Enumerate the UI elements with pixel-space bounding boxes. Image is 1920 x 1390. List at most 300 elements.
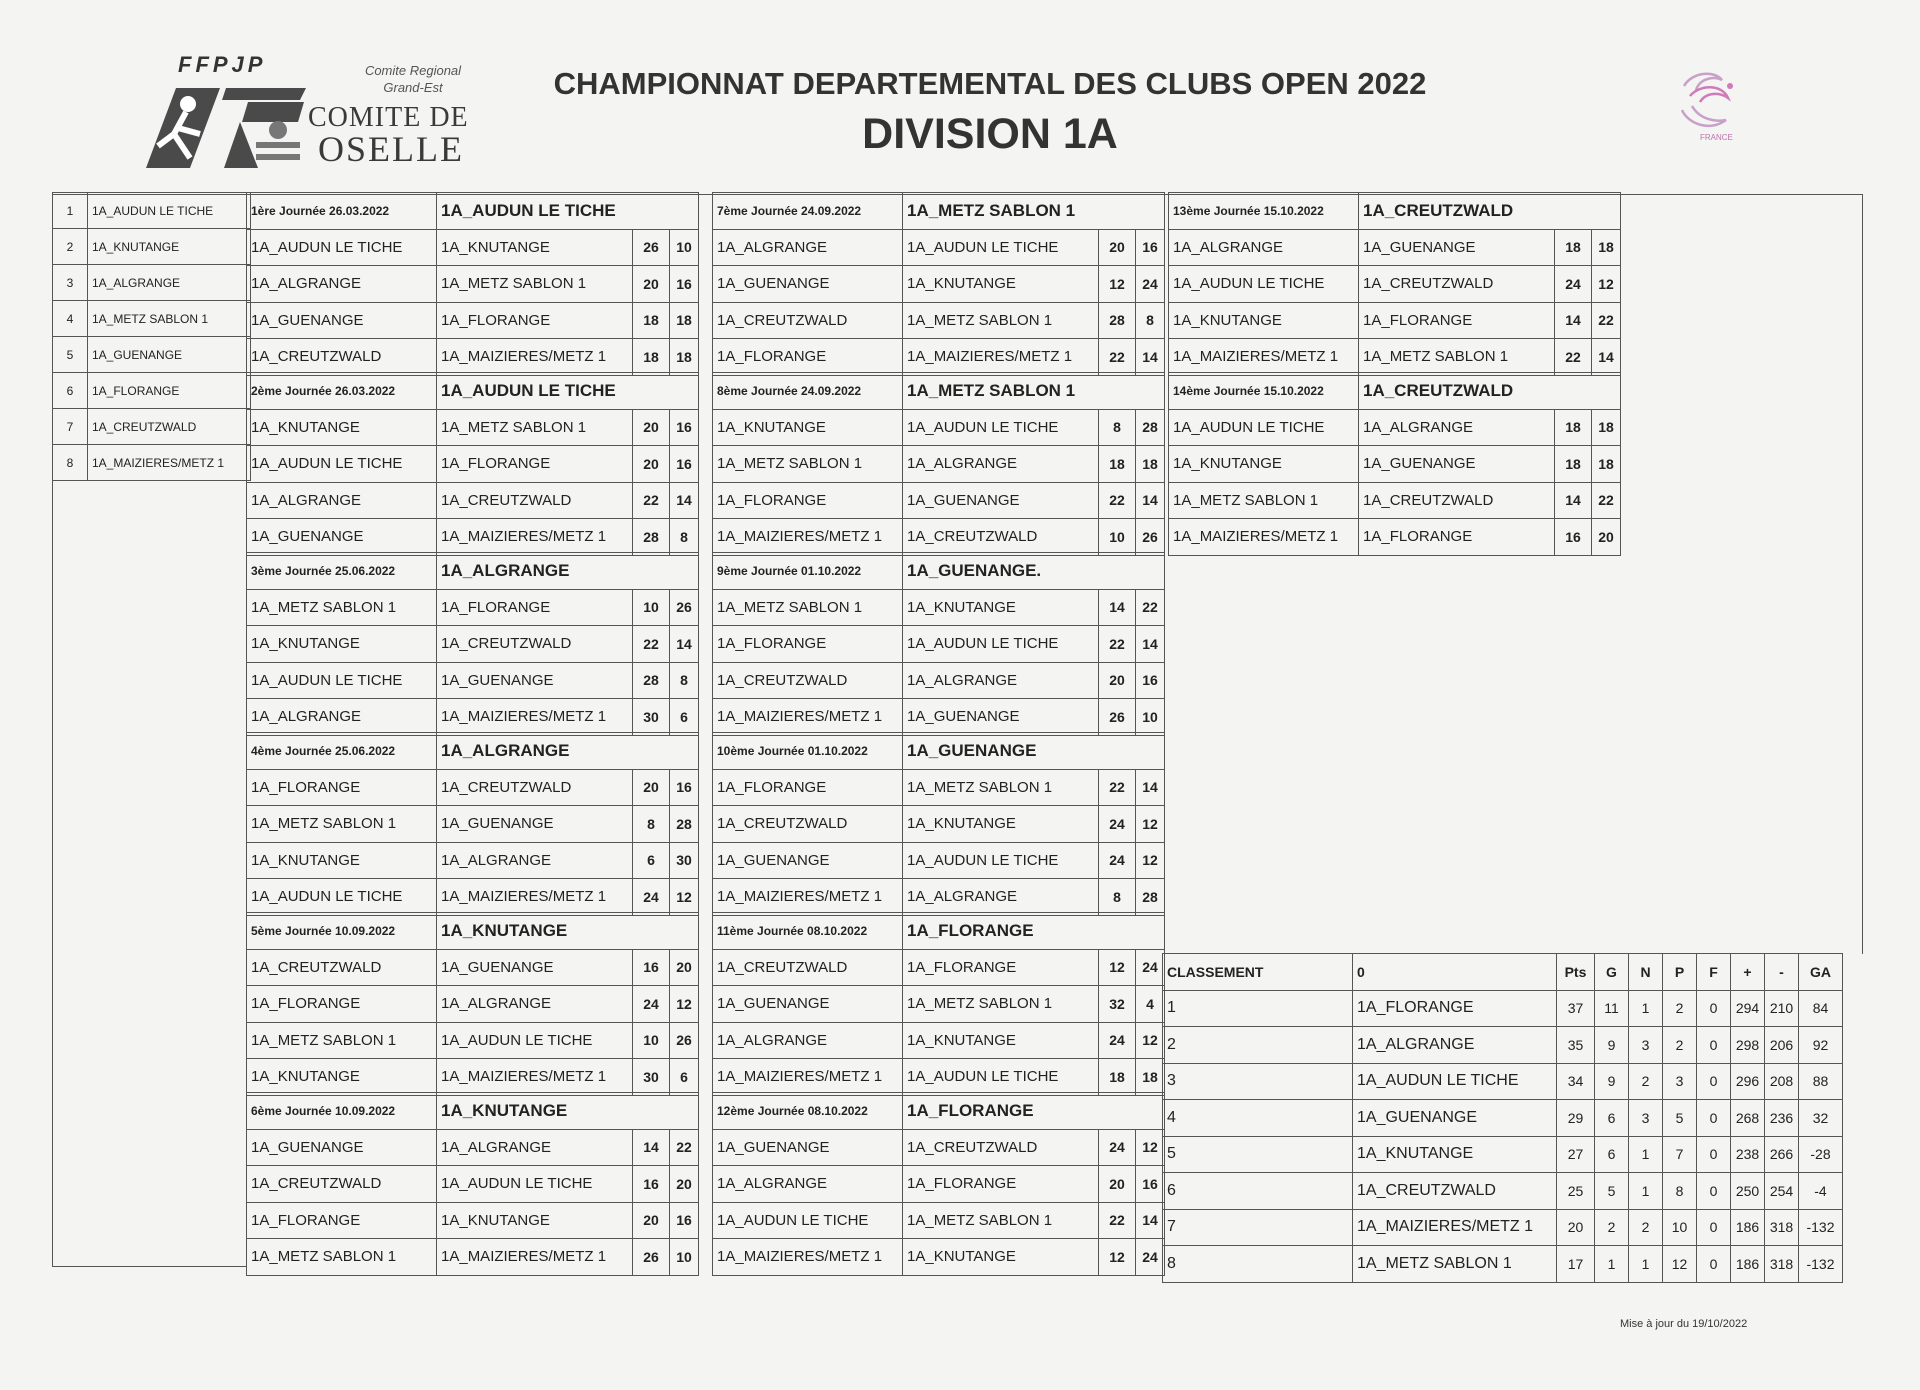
team-name: 1A_MAIZIERES/METZ 1 bbox=[88, 445, 251, 481]
standings-col-header: G bbox=[1595, 954, 1629, 991]
home-score: 26 bbox=[1099, 699, 1136, 736]
round-header-blank bbox=[1099, 913, 1165, 950]
away-team: 1A_AUDUN LE TICHE bbox=[903, 1059, 1099, 1096]
team-number: 1 bbox=[53, 193, 88, 229]
standings-value: 3 bbox=[1663, 1063, 1697, 1100]
standings-value: 1 bbox=[1629, 990, 1663, 1027]
home-score: 20 bbox=[1099, 662, 1136, 699]
away-team: 1A_AUDUN LE TICHE bbox=[437, 1022, 633, 1059]
team-name: 1A_METZ SABLON 1 bbox=[88, 301, 251, 337]
match-row bbox=[1169, 519, 1621, 556]
standings-value: 84 bbox=[1799, 990, 1843, 1027]
standings-value: 88 bbox=[1799, 1063, 1843, 1100]
round-table-4 bbox=[246, 732, 699, 916]
home-score: 22 bbox=[1099, 769, 1136, 806]
away-score: 22 bbox=[1592, 302, 1621, 339]
away-score: 14 bbox=[1136, 482, 1165, 519]
home-team: 1A_GUENANGE bbox=[247, 519, 437, 556]
standings-value: 0 bbox=[1697, 1100, 1731, 1137]
standings-value: 0 bbox=[1697, 1063, 1731, 1100]
away-team: 1A_AUDUN LE TICHE bbox=[903, 229, 1099, 266]
standings-value: -132 bbox=[1799, 1246, 1843, 1283]
standings-value: 1 bbox=[1629, 1246, 1663, 1283]
home-team: 1A_MAIZIERES/METZ 1 bbox=[713, 1059, 903, 1096]
away-team: 1A_CREUTZWALD bbox=[1359, 266, 1555, 303]
round-header bbox=[713, 373, 1165, 410]
home-team: 1A_CREUTZWALD bbox=[713, 806, 903, 843]
away-team: 1A_CREUTZWALD bbox=[903, 519, 1099, 556]
home-score: 10 bbox=[1099, 519, 1136, 556]
standings-label: CLASSEMENT bbox=[1163, 954, 1353, 991]
round-label: 8ème Journée 24.09.2022 bbox=[713, 373, 903, 410]
away-score: 22 bbox=[1136, 589, 1165, 626]
away-team: 1A_GUENANGE bbox=[437, 806, 633, 843]
round-host: 1A_FLORANGE bbox=[903, 913, 1099, 950]
home-score: 24 bbox=[1099, 1022, 1136, 1059]
page-title: CHAMPIONNAT DEPARTEMENTAL DES CLUBS OPEN 2022 bbox=[553, 66, 1427, 101]
comite-regional-label bbox=[338, 62, 488, 96]
home-score: 16 bbox=[1555, 519, 1592, 556]
standings-value: 294 bbox=[1731, 990, 1765, 1027]
standings-team: 1A_CREUTZWALD bbox=[1353, 1173, 1557, 1210]
home-score: 24 bbox=[1099, 806, 1136, 843]
home-team: 1A_KNUTANGE bbox=[713, 409, 903, 446]
standings-value: 2 bbox=[1595, 1209, 1629, 1246]
round-header bbox=[1169, 193, 1621, 230]
team-name: 1A_GUENANGE bbox=[88, 337, 251, 373]
standings-value: 29 bbox=[1557, 1100, 1595, 1137]
teams-list bbox=[52, 192, 251, 481]
home-team: 1A_MAIZIERES/METZ 1 bbox=[713, 519, 903, 556]
home-score: 24 bbox=[1099, 842, 1136, 879]
away-team: 1A_GUENANGE bbox=[437, 662, 633, 699]
home-team: 1A_METZ SABLON 1 bbox=[247, 589, 437, 626]
home-score: 16 bbox=[633, 1166, 670, 1203]
standings-value: 9 bbox=[1595, 1027, 1629, 1064]
standings-value: 10 bbox=[1663, 1209, 1697, 1246]
match-row bbox=[713, 986, 1165, 1023]
standings-value: 254 bbox=[1765, 1173, 1799, 1210]
frame-right-line bbox=[1862, 194, 1863, 954]
standings-value: 12 bbox=[1663, 1246, 1697, 1283]
match-row bbox=[247, 626, 699, 663]
standings-value: 0 bbox=[1697, 1209, 1731, 1246]
team-name: 1A_CREUTZWALD bbox=[88, 409, 251, 445]
away-score: 22 bbox=[1592, 482, 1621, 519]
away-team: 1A_KNUTANGE bbox=[437, 1202, 633, 1239]
standings-value: 27 bbox=[1557, 1136, 1595, 1173]
away-score: 10 bbox=[670, 1239, 699, 1276]
standings-col-header: + bbox=[1731, 954, 1765, 991]
standings-value: 6 bbox=[1595, 1100, 1629, 1137]
team-row bbox=[53, 193, 251, 229]
away-score: 14 bbox=[1136, 339, 1165, 376]
round-header-blank bbox=[1099, 553, 1165, 590]
match-row bbox=[713, 229, 1165, 266]
away-team: 1A_ALGRANGE bbox=[903, 662, 1099, 699]
home-score: 22 bbox=[1099, 1202, 1136, 1239]
away-team: 1A_ALGRANGE bbox=[903, 879, 1099, 916]
home-team: 1A_GUENANGE bbox=[713, 1129, 903, 1166]
away-score: 18 bbox=[1592, 446, 1621, 483]
standings-value: 2 bbox=[1629, 1209, 1663, 1246]
standings-value: 32 bbox=[1799, 1100, 1843, 1137]
away-score: 16 bbox=[670, 1202, 699, 1239]
standings-value: 92 bbox=[1799, 1027, 1843, 1064]
standings-row bbox=[1163, 990, 1843, 1027]
comite-de-label: COMITE DE bbox=[308, 102, 469, 133]
moselle-label: OSELLE bbox=[318, 129, 464, 169]
standings-header bbox=[1163, 954, 1843, 991]
match-row bbox=[247, 519, 699, 556]
away-score: 18 bbox=[670, 302, 699, 339]
standings-row bbox=[1163, 1173, 1843, 1210]
round-host: 1A_CREUTZWALD bbox=[1359, 373, 1555, 410]
away-team: 1A_FLORANGE bbox=[437, 302, 633, 339]
standings-value: 296 bbox=[1731, 1063, 1765, 1100]
away-score: 22 bbox=[670, 1129, 699, 1166]
away-team: 1A_MAIZIERES/METZ 1 bbox=[437, 1239, 633, 1276]
round-header-blank bbox=[1555, 193, 1621, 230]
round-header bbox=[713, 733, 1165, 770]
home-team: 1A_ALGRANGE bbox=[247, 266, 437, 303]
away-score: 18 bbox=[1136, 446, 1165, 483]
match-row bbox=[713, 1059, 1165, 1096]
home-team: 1A_METZ SABLON 1 bbox=[247, 1239, 437, 1276]
match-row bbox=[713, 1202, 1165, 1239]
standings-value: 25 bbox=[1557, 1173, 1595, 1210]
update-date: Mise à jour du 19/10/2022 bbox=[1620, 1318, 1748, 1330]
home-score: 22 bbox=[633, 482, 670, 519]
division-title: DIVISION 1A bbox=[862, 110, 1118, 158]
home-team: 1A_KNUTANGE bbox=[1169, 446, 1359, 483]
standings-value: 268 bbox=[1731, 1100, 1765, 1137]
match-row bbox=[247, 339, 699, 376]
away-score: 14 bbox=[1136, 769, 1165, 806]
home-score: 26 bbox=[633, 1239, 670, 1276]
round-header bbox=[247, 193, 699, 230]
round-host: 1A_METZ SABLON 1 bbox=[903, 373, 1099, 410]
standings-value: 2 bbox=[1663, 1027, 1697, 1064]
away-team: 1A_GUENANGE bbox=[903, 482, 1099, 519]
standings-value: 11 bbox=[1595, 990, 1629, 1027]
away-team: 1A_METZ SABLON 1 bbox=[903, 1202, 1099, 1239]
team-name: 1A_AUDUN LE TICHE bbox=[88, 193, 251, 229]
away-team: 1A_KNUTANGE bbox=[437, 229, 633, 266]
home-score: 8 bbox=[1099, 879, 1136, 916]
match-row bbox=[247, 949, 699, 986]
match-row bbox=[1169, 409, 1621, 446]
away-score: 8 bbox=[670, 519, 699, 556]
match-row bbox=[1169, 446, 1621, 483]
team-number: 5 bbox=[53, 337, 88, 373]
round-header bbox=[713, 193, 1165, 230]
home-team: 1A_KNUTANGE bbox=[247, 842, 437, 879]
standings-row bbox=[1163, 1027, 1843, 1064]
home-score: 18 bbox=[1099, 446, 1136, 483]
standings-col-header: P bbox=[1663, 954, 1697, 991]
standings-value: 0 bbox=[1697, 990, 1731, 1027]
match-row bbox=[713, 482, 1165, 519]
away-score: 6 bbox=[670, 1059, 699, 1096]
standings-rank: 2 bbox=[1163, 1027, 1353, 1064]
match-row bbox=[1169, 229, 1621, 266]
round-table-8 bbox=[712, 372, 1165, 556]
round-table-5 bbox=[246, 912, 699, 1096]
standings-value: 318 bbox=[1765, 1209, 1799, 1246]
home-score: 14 bbox=[1099, 589, 1136, 626]
round-table-10 bbox=[712, 732, 1165, 916]
standings-value: 34 bbox=[1557, 1063, 1595, 1100]
standings-row bbox=[1163, 1063, 1843, 1100]
home-score: 20 bbox=[633, 1202, 670, 1239]
standings-value: 2 bbox=[1663, 990, 1697, 1027]
standings-rank: 5 bbox=[1163, 1136, 1353, 1173]
match-row bbox=[247, 769, 699, 806]
away-score: 14 bbox=[670, 482, 699, 519]
away-team: 1A_MAIZIERES/METZ 1 bbox=[437, 699, 633, 736]
standings-team: 1A_AUDUN LE TICHE bbox=[1353, 1063, 1557, 1100]
away-score: 28 bbox=[670, 806, 699, 843]
home-score: 22 bbox=[1099, 626, 1136, 663]
home-score: 10 bbox=[633, 1022, 670, 1059]
team-number: 7 bbox=[53, 409, 88, 445]
standings-value: -4 bbox=[1799, 1173, 1843, 1210]
away-team: 1A_GUENANGE bbox=[903, 699, 1099, 736]
standings-row bbox=[1163, 1246, 1843, 1283]
home-team: 1A_AUDUN LE TICHE bbox=[713, 1202, 903, 1239]
away-score: 12 bbox=[670, 879, 699, 916]
home-score: 24 bbox=[633, 986, 670, 1023]
match-row bbox=[247, 1166, 699, 1203]
away-team: 1A_METZ SABLON 1 bbox=[1359, 339, 1555, 376]
round-host: 1A_CREUTZWALD bbox=[1359, 193, 1555, 230]
standings-value: 37 bbox=[1557, 990, 1595, 1027]
team-name: 1A_KNUTANGE bbox=[88, 229, 251, 265]
standings-team: 1A_FLORANGE bbox=[1353, 990, 1557, 1027]
standings-value: 186 bbox=[1731, 1246, 1765, 1283]
match-row bbox=[713, 519, 1165, 556]
match-row bbox=[247, 266, 699, 303]
round-host: 1A_AUDUN LE TICHE bbox=[437, 373, 633, 410]
team-row bbox=[53, 409, 251, 445]
home-team: 1A_CREUTZWALD bbox=[713, 302, 903, 339]
away-team: 1A_GUENANGE bbox=[1359, 446, 1555, 483]
round-label: 13ème Journée 15.10.2022 bbox=[1169, 193, 1359, 230]
match-row bbox=[247, 879, 699, 916]
home-team: 1A_MAIZIERES/METZ 1 bbox=[713, 699, 903, 736]
home-score: 22 bbox=[633, 626, 670, 663]
standings-value: 210 bbox=[1765, 990, 1799, 1027]
round-header bbox=[713, 913, 1165, 950]
home-score: 18 bbox=[1555, 229, 1592, 266]
standings-value: 1 bbox=[1629, 1136, 1663, 1173]
home-team: 1A_CREUTZWALD bbox=[713, 662, 903, 699]
match-row bbox=[247, 1129, 699, 1166]
grand-est-text: Grand-Est bbox=[383, 80, 443, 95]
match-row bbox=[247, 842, 699, 879]
team-name: 1A_FLORANGE bbox=[88, 373, 251, 409]
away-team: 1A_KNUTANGE bbox=[903, 1239, 1099, 1276]
away-score: 14 bbox=[1136, 626, 1165, 663]
match-row bbox=[713, 1239, 1165, 1276]
round-host: 1A_ALGRANGE bbox=[437, 733, 633, 770]
away-team: 1A_AUDUN LE TICHE bbox=[903, 842, 1099, 879]
home-score: 16 bbox=[633, 949, 670, 986]
home-team: 1A_KNUTANGE bbox=[247, 409, 437, 446]
away-score: 12 bbox=[1136, 806, 1165, 843]
away-team: 1A_MAIZIERES/METZ 1 bbox=[437, 519, 633, 556]
away-team: 1A_CREUTZWALD bbox=[437, 482, 633, 519]
standings-value: 5 bbox=[1663, 1100, 1697, 1137]
home-score: 14 bbox=[1555, 302, 1592, 339]
home-score: 18 bbox=[1099, 1059, 1136, 1096]
round-header bbox=[247, 1093, 699, 1130]
match-row bbox=[247, 1239, 699, 1276]
home-team: 1A_ALGRANGE bbox=[713, 1022, 903, 1059]
round-header-blank bbox=[633, 1093, 699, 1130]
round-header bbox=[247, 913, 699, 950]
round-header-blank bbox=[1099, 733, 1165, 770]
away-score: 16 bbox=[1136, 1166, 1165, 1203]
away-score: 16 bbox=[670, 409, 699, 446]
away-team: 1A_FLORANGE bbox=[1359, 302, 1555, 339]
standings-team: 1A_ALGRANGE bbox=[1353, 1027, 1557, 1064]
home-team: 1A_AUDUN LE TICHE bbox=[1169, 409, 1359, 446]
match-row bbox=[1169, 266, 1621, 303]
round-label: 14ème Journée 15.10.2022 bbox=[1169, 373, 1359, 410]
home-score: 18 bbox=[633, 302, 670, 339]
away-team: 1A_GUENANGE bbox=[437, 949, 633, 986]
away-team: 1A_ALGRANGE bbox=[437, 842, 633, 879]
round-host: 1A_METZ SABLON 1 bbox=[903, 193, 1099, 230]
round-header-blank bbox=[633, 193, 699, 230]
teams-list-body bbox=[53, 193, 251, 481]
standings-value: 20 bbox=[1557, 1209, 1595, 1246]
rooster-logo-icon bbox=[1670, 66, 1748, 148]
team-number: 4 bbox=[53, 301, 88, 337]
round-table-9 bbox=[712, 552, 1165, 736]
standings-value: 236 bbox=[1765, 1100, 1799, 1137]
standings-value: 2 bbox=[1629, 1063, 1663, 1100]
home-score: 28 bbox=[633, 662, 670, 699]
round-header bbox=[247, 373, 699, 410]
away-team: 1A_KNUTANGE bbox=[903, 1022, 1099, 1059]
standings-table bbox=[1162, 953, 1843, 1283]
match-row bbox=[1169, 339, 1621, 376]
round-table-12 bbox=[712, 1092, 1165, 1276]
home-team: 1A_MAIZIERES/METZ 1 bbox=[713, 879, 903, 916]
away-team: 1A_FLORANGE bbox=[437, 446, 633, 483]
team-row bbox=[53, 229, 251, 265]
match-row bbox=[713, 842, 1165, 879]
home-team: 1A_GUENANGE bbox=[247, 302, 437, 339]
round-header bbox=[1169, 373, 1621, 410]
standings-value: -132 bbox=[1799, 1209, 1843, 1246]
match-row bbox=[713, 949, 1165, 986]
home-score: 20 bbox=[633, 446, 670, 483]
standings-team-header: 0 bbox=[1353, 954, 1557, 991]
team-row bbox=[53, 337, 251, 373]
round-table-6 bbox=[246, 1092, 699, 1276]
away-team: 1A_FLORANGE bbox=[903, 1166, 1099, 1203]
standings-team: 1A_METZ SABLON 1 bbox=[1353, 1246, 1557, 1283]
match-row bbox=[247, 662, 699, 699]
home-score: 8 bbox=[1099, 409, 1136, 446]
home-team: 1A_ALGRANGE bbox=[713, 229, 903, 266]
standings-value: 298 bbox=[1731, 1027, 1765, 1064]
round-label: 12ème Journée 08.10.2022 bbox=[713, 1093, 903, 1130]
home-score: 32 bbox=[1099, 986, 1136, 1023]
home-score: 10 bbox=[633, 589, 670, 626]
match-row bbox=[713, 409, 1165, 446]
match-row bbox=[713, 879, 1165, 916]
standings-rank: 4 bbox=[1163, 1100, 1353, 1137]
home-score: 14 bbox=[1555, 482, 1592, 519]
home-team: 1A_GUENANGE bbox=[713, 842, 903, 879]
match-row bbox=[1169, 302, 1621, 339]
away-score: 14 bbox=[670, 626, 699, 663]
home-team: 1A_CREUTZWALD bbox=[713, 949, 903, 986]
away-score: 24 bbox=[1136, 1239, 1165, 1276]
home-team: 1A_METZ SABLON 1 bbox=[247, 1022, 437, 1059]
match-row bbox=[713, 339, 1165, 376]
round-host: 1A_AUDUN LE TICHE bbox=[437, 193, 633, 230]
away-score: 20 bbox=[670, 1166, 699, 1203]
home-team: 1A_CREUTZWALD bbox=[247, 1166, 437, 1203]
home-score: 12 bbox=[1099, 949, 1136, 986]
away-score: 24 bbox=[1136, 949, 1165, 986]
home-score: 6 bbox=[633, 842, 670, 879]
round-label: 3ème Journée 25.06.2022 bbox=[247, 553, 437, 590]
home-team: 1A_GUENANGE bbox=[713, 266, 903, 303]
home-team: 1A_KNUTANGE bbox=[1169, 302, 1359, 339]
home-score: 8 bbox=[633, 806, 670, 843]
round-header-blank bbox=[1099, 193, 1165, 230]
round-host: 1A_ALGRANGE bbox=[437, 553, 633, 590]
match-row bbox=[713, 589, 1165, 626]
ffpjp-label: FFPJP bbox=[178, 52, 267, 77]
home-team: 1A_METZ SABLON 1 bbox=[713, 589, 903, 626]
round-label: 10ème Journée 01.10.2022 bbox=[713, 733, 903, 770]
home-score: 30 bbox=[633, 1059, 670, 1096]
away-team: 1A_AUDUN LE TICHE bbox=[903, 626, 1099, 663]
round-header bbox=[713, 553, 1165, 590]
home-team: 1A_FLORANGE bbox=[247, 986, 437, 1023]
away-score: 14 bbox=[1592, 339, 1621, 376]
france-logo-text: FRANCE bbox=[1700, 133, 1733, 142]
home-team: 1A_ALGRANGE bbox=[713, 1166, 903, 1203]
round-header bbox=[247, 733, 699, 770]
round-host: 1A_GUENANGE bbox=[903, 733, 1099, 770]
standings-value: 5 bbox=[1595, 1173, 1629, 1210]
round-header-blank bbox=[1099, 1093, 1165, 1130]
away-score: 4 bbox=[1136, 986, 1165, 1023]
away-team: 1A_METZ SABLON 1 bbox=[903, 986, 1099, 1023]
home-score: 24 bbox=[1099, 1129, 1136, 1166]
home-team: 1A_ALGRANGE bbox=[247, 482, 437, 519]
home-score: 18 bbox=[1555, 409, 1592, 446]
standings-value: 206 bbox=[1765, 1027, 1799, 1064]
round-label: 7ème Journée 24.09.2022 bbox=[713, 193, 903, 230]
home-team: 1A_AUDUN LE TICHE bbox=[247, 662, 437, 699]
home-team: 1A_KNUTANGE bbox=[247, 1059, 437, 1096]
away-score: 18 bbox=[1592, 229, 1621, 266]
home-score: 12 bbox=[1099, 1239, 1136, 1276]
away-score: 12 bbox=[1592, 266, 1621, 303]
match-row bbox=[713, 662, 1165, 699]
team-name: 1A_ALGRANGE bbox=[88, 265, 251, 301]
